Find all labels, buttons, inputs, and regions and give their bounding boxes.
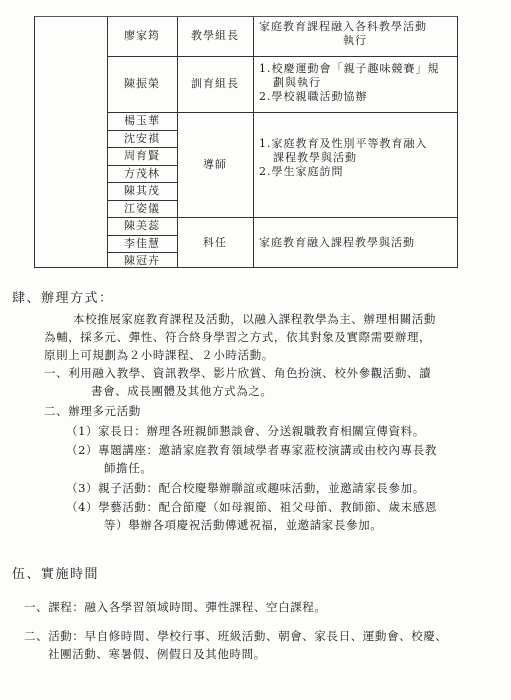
table-name-divider [107,252,177,253]
table-cell-duty [259,62,449,104]
table-cell-name: 江姿儀 [124,202,160,215]
responsibility-table [34,16,458,268]
sub-item-line: （3）親子活動：配合校慶舉辦聯誼或趣味活動，並邀請家長參加。 [66,481,425,495]
table-cell-role: 導師 [203,158,227,171]
list-item-line: 二、活動：早自修時間、學校行事、班級活動、朝會、家長日、運動會、校慶、 [24,629,448,643]
duty-line: 劃與執行 [273,76,321,89]
duty-line: 1.校慶運動會「親子趣味競賽」規 [259,62,440,75]
table-col-divider [177,17,178,267]
paragraph-line: 本校推展家庭教育課程及活動，以融入課程教學為主、辦理相關活動 [73,312,436,326]
table-cell-name: 方茂林 [124,167,160,180]
paragraph-line: 原則上可規劃為２小時課程、２小時活動。 [44,348,274,362]
paragraph-line: 為輔，採多元、彈性、符合終身學習之方式，依其對象及實際需要辦理， [44,330,432,344]
table-cell-name: 陳美蕊 [124,219,160,232]
table-col-divider [253,17,254,267]
table-cell-role: 科任 [203,236,227,249]
duty-line: 1.家庭教育及性別平等教育融入 [259,137,428,150]
list-item-line: 書會、成長團體及其他方式為之。 [91,384,273,398]
sub-item-line: （2）專題講座：邀請家庭教育領域學者專家蒞校演講或由校內專長教 [66,443,437,457]
section-heading: 伍、實施時間 [12,567,100,582]
duty-line: 2.學校親職活動協辦 [259,90,368,103]
table-cell-name: 周育賢 [124,149,160,162]
table-cell-name: 楊玉華 [124,114,160,127]
table-name-divider [107,130,177,131]
section-heading: 肆、辦理方式： [12,291,114,306]
table-name-divider [107,182,177,183]
table-cell-name: 李佳慧 [124,237,160,250]
table-name-divider [107,165,177,166]
table-cell-duty [259,236,449,250]
table-cell-name: 陳振榮 [124,77,160,90]
table-row-divider [107,217,457,218]
table-cell-name: 廖家筠 [124,29,160,42]
table-col-divider [107,17,108,267]
sub-item-line: （1）家長日：辦理各班親師懇談會、分送親職教育相關宣傳資料。 [66,424,425,438]
duty-line: 家庭教育融入課程教學與活動 [259,236,415,249]
table-cell-name: 陳其茂 [124,184,160,197]
table-name-divider [107,200,177,201]
duty-line: 執行 [343,34,367,47]
table-row-divider [107,56,457,57]
table-cell-duty [259,137,449,179]
sub-item-line: （4）學藝活動：配合節慶（如母親節、祖父母節、教師節、歲末感恩 [66,500,437,514]
table-cell-duty [259,20,449,48]
sub-item-line: 等）舉辦各項慶祝活動傳遞祝福，並邀請家長參加。 [104,518,383,532]
list-item-line: 一、課程：融入各學習領域時間、彈性課程、空白課程。 [24,600,327,614]
table-cell-role: 訓育組長 [191,77,239,90]
list-item-line: 社團活動、寒暑假、例假日及其他時間。 [48,647,266,661]
list-item-title: 二、辦理多元活動 [44,404,141,418]
table-name-divider [107,235,177,236]
table-cell-name: 沈安祺 [124,132,160,145]
table-row-divider [107,112,457,113]
table-cell-role: 教學組長 [191,29,239,42]
duty-line: 家庭教育課程融入各科教學活動 [259,20,427,33]
duty-line: 2.學生家庭訪問 [259,165,344,178]
table-name-divider [107,147,177,148]
list-item-line: 一、利用融入教學、資訊教學、影片欣賞、角色扮演、校外參觀活動、讀 [44,366,432,380]
duty-line: 課程教學與活動 [273,151,357,164]
sub-item-line: 師擔任。 [104,461,153,475]
table-cell-name: 陳冠卉 [124,254,160,267]
